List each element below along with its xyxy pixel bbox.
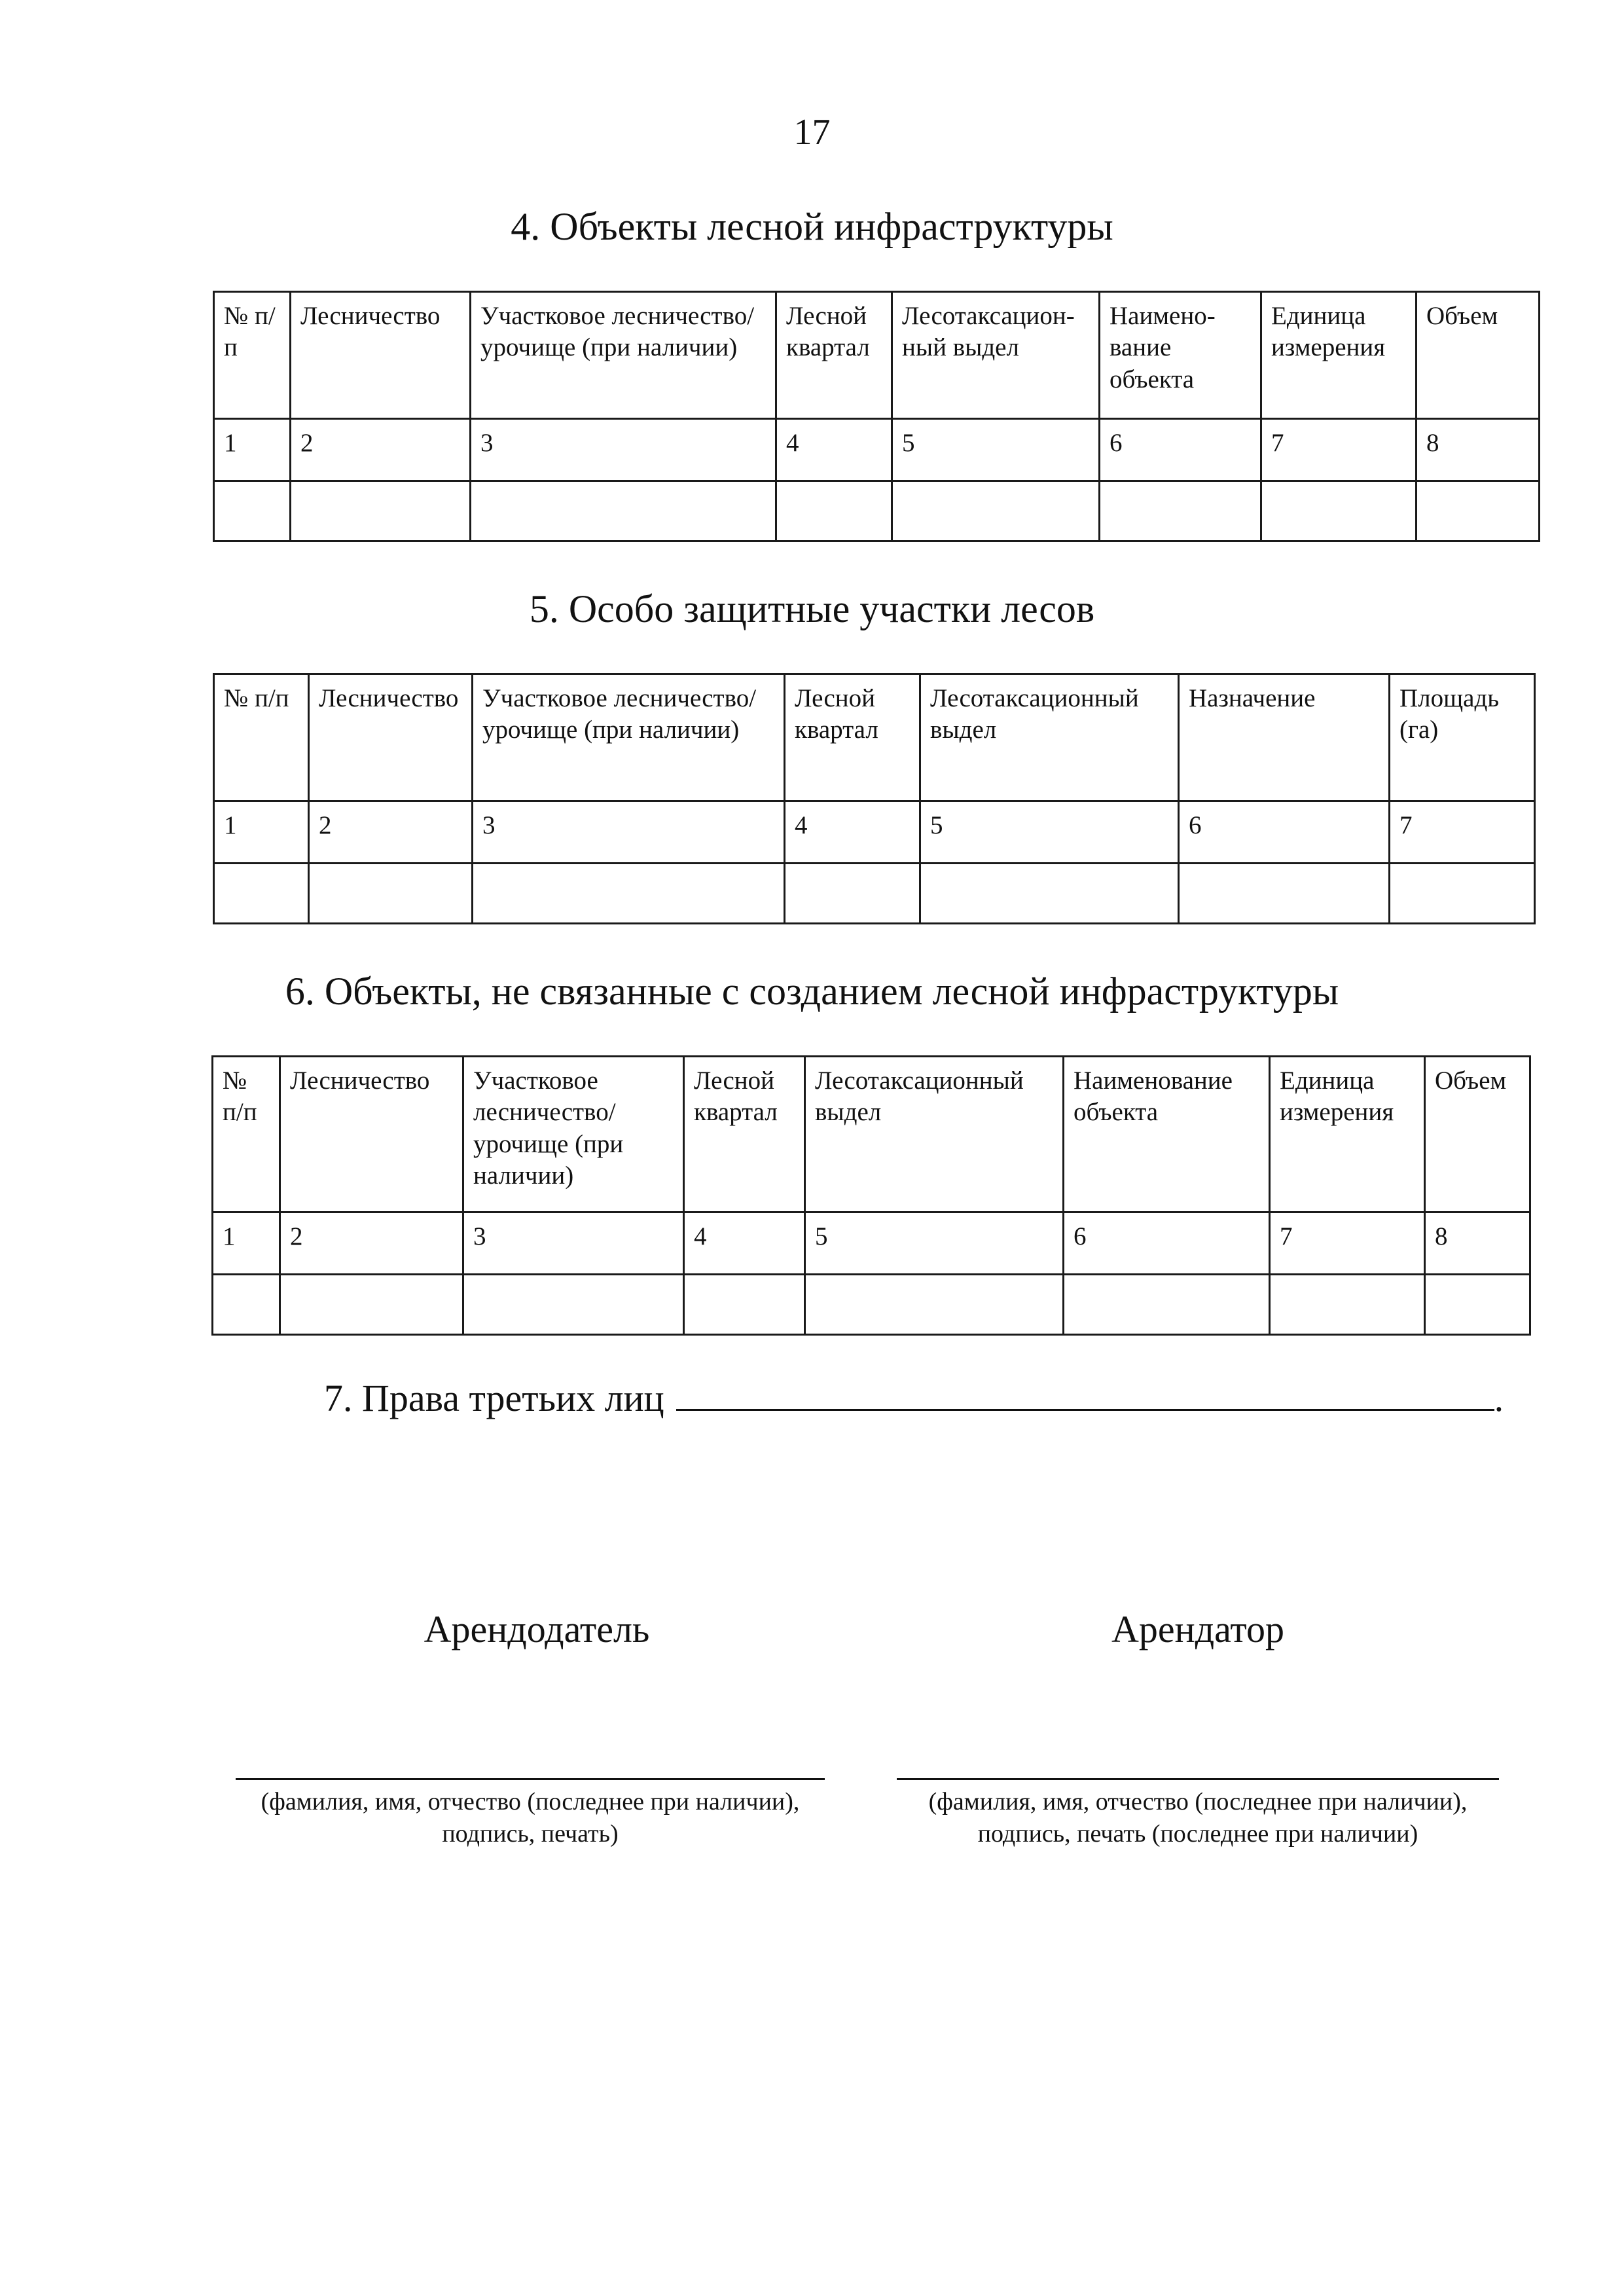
section-4-title: 4. Объекты лесной инфраструктуры <box>511 205 1113 248</box>
section-6-table <box>211 1055 1531 1336</box>
third-party-rights-field[interactable] <box>676 1377 1494 1411</box>
empty-cell[interactable] <box>785 864 920 924</box>
empty-cell[interactable] <box>463 1275 684 1335</box>
lessee-title: Арендатор <box>1111 1608 1284 1650</box>
lessee-caption-line-1: (фамилия, имя, отчество (последнее при наличии), <box>928 1788 1468 1815</box>
table-header-row <box>214 292 1540 419</box>
number-cell: 8 <box>1416 419 1540 481</box>
header-cell: Лесничество <box>280 1057 463 1212</box>
header-cell: Лесотаксационный выдел <box>805 1057 1064 1212</box>
empty-cell[interactable] <box>1425 1275 1530 1335</box>
section-5-title: 5. Особо защитные участки лесов <box>529 587 1095 630</box>
number-cell: 1 <box>213 1212 280 1275</box>
lessor-caption-line-2: подпись, печать) <box>442 1820 619 1848</box>
third-party-rights <box>324 1376 1504 1420</box>
table-header-row <box>213 1057 1530 1212</box>
number-cell: 6 <box>1179 801 1390 864</box>
lessor-signature-caption <box>216 1786 844 1851</box>
number-cell: 8 <box>1425 1212 1530 1275</box>
number-cell: 7 <box>1390 801 1535 864</box>
section-6-title: 6. Объекты, не связанные с созданием лесной инфраструктуры <box>285 970 1339 1013</box>
header-cell: Участковое лесничество/урочище (при наличии) <box>473 674 785 801</box>
table-number-row <box>213 1212 1530 1275</box>
header-cell: Единица измерения <box>1270 1057 1425 1212</box>
table-number-row <box>214 801 1535 864</box>
third-party-rights-terminator: . <box>1494 1377 1504 1419</box>
number-cell: 2 <box>291 419 471 481</box>
table-header-row <box>214 674 1535 801</box>
table-number-row <box>214 419 1540 481</box>
empty-cell[interactable] <box>1100 481 1261 541</box>
third-party-rights-label: 7. Права третьих лиц <box>324 1377 664 1419</box>
table-empty-row <box>214 864 1535 924</box>
header-cell: Объем <box>1416 292 1540 419</box>
lessee-signature-caption <box>877 1786 1519 1851</box>
empty-cell[interactable] <box>920 864 1179 924</box>
number-cell: 2 <box>309 801 473 864</box>
lessee-signature-line[interactable] <box>897 1778 1499 1780</box>
lessor-signature-line[interactable] <box>236 1778 825 1780</box>
header-cell: Лесничество <box>309 674 473 801</box>
lessee-caption-line-2: подпись, печать (последнее при наличии) <box>977 1820 1418 1848</box>
empty-cell[interactable] <box>1261 481 1416 541</box>
header-cell: Назначение <box>1179 674 1390 801</box>
number-cell: 1 <box>214 419 291 481</box>
header-cell: Единица измерения <box>1261 292 1416 419</box>
number-cell: 3 <box>463 1212 684 1275</box>
empty-cell[interactable] <box>1416 481 1540 541</box>
number-cell: 7 <box>1261 419 1416 481</box>
empty-cell[interactable] <box>309 864 473 924</box>
number-cell: 6 <box>1100 419 1261 481</box>
empty-cell[interactable] <box>684 1275 805 1335</box>
header-cell: № п/п <box>214 292 291 419</box>
number-cell: 4 <box>785 801 920 864</box>
empty-cell[interactable] <box>214 864 309 924</box>
empty-cell[interactable] <box>471 481 776 541</box>
table-empty-row <box>214 481 1540 541</box>
empty-cell[interactable] <box>1064 1275 1270 1335</box>
empty-cell[interactable] <box>473 864 785 924</box>
header-cell: Лесной квартал <box>776 292 892 419</box>
number-cell: 7 <box>1270 1212 1425 1275</box>
header-cell: № п/п <box>213 1057 280 1212</box>
section-5-table <box>213 673 1536 924</box>
empty-cell[interactable] <box>805 1275 1064 1335</box>
empty-cell[interactable] <box>213 1275 280 1335</box>
header-cell: Лесной квартал <box>684 1057 805 1212</box>
header-cell: Наимено-вание объекта <box>1100 292 1261 419</box>
empty-cell[interactable] <box>1270 1275 1425 1335</box>
empty-cell[interactable] <box>1390 864 1535 924</box>
empty-cell[interactable] <box>280 1275 463 1335</box>
empty-cell[interactable] <box>214 481 291 541</box>
header-cell: Наименование объекта <box>1064 1057 1270 1212</box>
page-number: 17 <box>793 112 831 153</box>
header-cell: Лесничество <box>291 292 471 419</box>
empty-cell[interactable] <box>776 481 892 541</box>
header-cell: Лесной квартал <box>785 674 920 801</box>
number-cell: 5 <box>805 1212 1064 1275</box>
header-cell: Участковое лесничество/урочище (при наличии) <box>471 292 776 419</box>
header-cell: Участковое лесничество/ урочище (при наличии) <box>463 1057 684 1212</box>
header-cell: Площадь (га) <box>1390 674 1535 801</box>
number-cell: 2 <box>280 1212 463 1275</box>
header-cell: Лесотаксационный выдел <box>920 674 1179 801</box>
number-cell: 1 <box>214 801 309 864</box>
number-cell: 4 <box>684 1212 805 1275</box>
header-cell: Лесотаксацион-ный выдел <box>892 292 1100 419</box>
lessor-title: Арендодатель <box>424 1608 650 1650</box>
table-empty-row <box>213 1275 1530 1335</box>
number-cell: 5 <box>920 801 1179 864</box>
header-cell: Объем <box>1425 1057 1530 1212</box>
lessor-caption-line-1: (фамилия, имя, отчество (последнее при наличии), <box>261 1788 800 1815</box>
number-cell: 4 <box>776 419 892 481</box>
empty-cell[interactable] <box>291 481 471 541</box>
header-cell: № п/п <box>214 674 309 801</box>
number-cell: 5 <box>892 419 1100 481</box>
number-cell: 3 <box>471 419 776 481</box>
empty-cell[interactable] <box>1179 864 1390 924</box>
section-4-table <box>213 291 1540 542</box>
empty-cell[interactable] <box>892 481 1100 541</box>
number-cell: 6 <box>1064 1212 1270 1275</box>
number-cell: 3 <box>473 801 785 864</box>
